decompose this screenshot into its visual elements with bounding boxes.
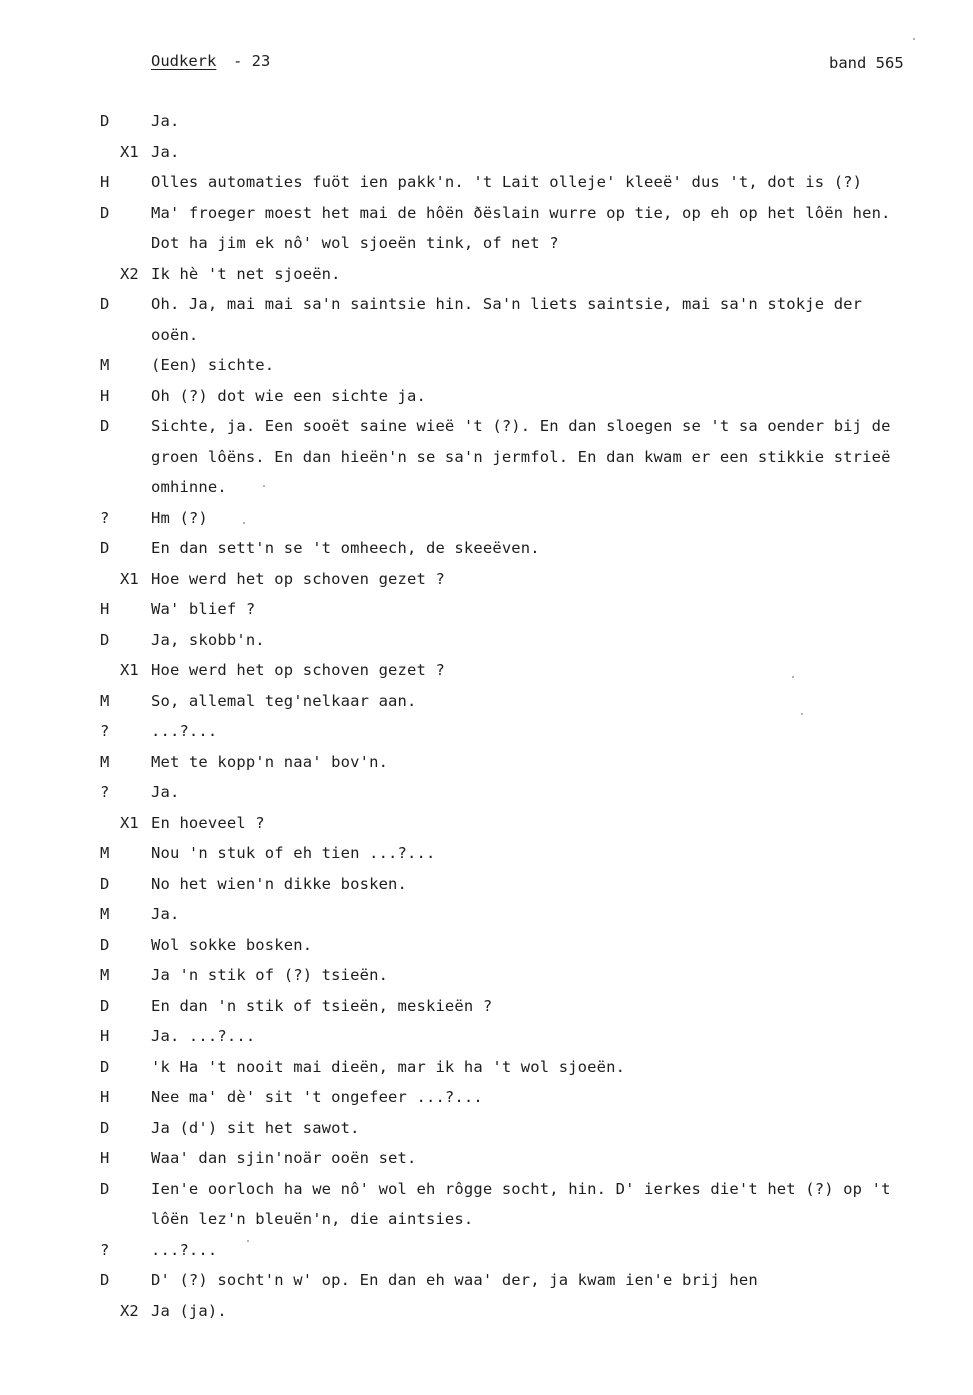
speaker-label: M [100,844,110,862]
line-text: So, allemal teg'nelkaar aan. [151,692,417,710]
line-text: ooën. [151,326,199,344]
line-text: (Een) sichte. [151,356,275,374]
transcript-line [0,324,973,346]
transcript-line [0,629,973,651]
transcript-line [0,537,973,559]
transcript-line [0,110,973,132]
transcript-line [0,507,973,529]
page-number: - 23 [233,52,271,70]
transcript-line [0,354,973,376]
line-text: D' (?) socht'n w' op. En dan eh waa' der, ja kwam ien'e brij hen [151,1271,758,1289]
speaker-label: X2 [120,265,139,283]
transcript-line [0,141,973,163]
line-text: En dan sett'n se 't omheech, de skeeëven. [151,539,540,557]
line-text: Ien'e oorloch ha we nô' wol eh rôgge socht, hin. D' ierkes die't het (?) op 't [151,1180,891,1198]
speaker-label: H [100,600,110,618]
line-text: En dan 'n stik of tsieën, meskieën ? [151,997,493,1015]
line-text: ...?... [151,1241,218,1259]
transcript-line [0,934,973,956]
scan-speck [263,485,265,487]
page-title: Oudkerk [151,52,217,70]
transcript-line [0,446,973,468]
transcript-line [0,293,973,315]
line-text: Olles automaties fuöt ien pakk'n. 't Lait olleje' kleeë' dus 't, dot is (?) [151,173,863,191]
speaker-label: ? [100,509,110,527]
speaker-label: D [100,936,110,954]
speaker-label: ? [100,722,110,740]
transcript-line [0,1117,973,1139]
transcript-line [0,690,973,712]
speaker-label: X1 [120,661,139,679]
transcript-line [0,1086,973,1108]
line-text: Ja, skobb'n. [151,631,265,649]
speaker-label: D [100,112,110,130]
speaker-label: D [100,875,110,893]
line-text: Ja. [151,783,180,801]
speaker-label: M [100,905,110,923]
line-text: Hoe werd het op schoven gezet ? [151,661,445,679]
speaker-label: H [100,1088,110,1106]
transcript-line [0,171,973,193]
line-text: En hoeveel ? [151,814,265,832]
scan-speck [247,1240,249,1242]
transcript-line [0,781,973,803]
speaker-label: D [100,1119,110,1137]
line-text: omhinne. [151,478,227,496]
line-text: Met te kopp'n naa' bov'n. [151,753,389,771]
transcript-line [0,385,973,407]
speaker-label: X1 [120,814,139,832]
speaker-label: M [100,966,110,984]
line-text: Ja 'n stik of (?) tsieën. [151,966,389,984]
scan-speck [792,676,794,678]
line-text: lôën lez'n bleuën'n, die aintsies. [151,1210,474,1228]
transcript-line [0,568,973,590]
line-text: Ma' froeger moest het mai de hôën ðëslain wurre op tie, op eh op het lôën hen. [151,204,891,222]
speaker-label: H [100,387,110,405]
speaker-label: D [100,997,110,1015]
speaker-label: X2 [120,1302,139,1320]
transcript-line [0,964,973,986]
line-text: No het wien'n dikke bosken. [151,875,408,893]
speaker-label: D [100,1058,110,1076]
speaker-label: H [100,1149,110,1167]
transcript-line [0,598,973,620]
speaker-label: M [100,356,110,374]
speaker-label: ? [100,1241,110,1259]
transcript-line [0,232,973,254]
transcript-line [0,812,973,834]
line-text: Waa' dan sjin'noär ooën set. [151,1149,417,1167]
transcript-line [0,1178,973,1200]
speaker-label: D [100,1271,110,1289]
line-text: Ik hè 't net sjoeën. [151,265,341,283]
line-text: Ja (ja). [151,1302,227,1320]
line-text: Wa' blief ? [151,600,256,618]
transcript-line [0,1208,973,1230]
line-text: Ja. [151,112,180,130]
line-text: 'k Ha 't nooit mai dieën, mar ik ha 't wol sjoeën. [151,1058,626,1076]
speaker-label: D [100,204,110,222]
line-text: Ja. ...?... [151,1027,256,1045]
transcript-line [0,476,973,498]
scan-speck [243,522,245,524]
speaker-label: D [100,631,110,649]
transcript-line [0,1056,973,1078]
transcript-line [0,903,973,925]
transcript-line [0,415,973,437]
line-text: Nou 'n stuk of eh tien ...?... [151,844,436,862]
speaker-label: H [100,173,110,191]
transcript-line [0,842,973,864]
speaker-label: X1 [120,143,139,161]
band-label: band 565 [829,54,904,72]
transcript-line [0,263,973,285]
line-text: Oh (?) dot wie een sichte ja. [151,387,426,405]
line-text: Ja. [151,905,180,923]
line-text: Dot ha jim ek nô' wol sjoeën tink, of net ? [151,234,559,252]
line-text: Hm (?) [151,509,208,527]
speaker-label: M [100,692,110,710]
line-text: Oh. Ja, mai mai sa'n saintsie hin. Sa'n liets saintsie, mai sa'n stokje der [151,295,863,313]
line-text: ...?... [151,722,218,740]
transcript-line [0,873,973,895]
line-text: Ja. [151,143,180,161]
transcript-line [0,751,973,773]
line-text: Wol sokke bosken. [151,936,313,954]
scan-speck [913,38,915,40]
scan-speck [801,713,803,715]
speaker-label: H [100,1027,110,1045]
speaker-label: D [100,295,110,313]
transcript-line [0,659,973,681]
transcript-line [0,995,973,1017]
line-text: Sichte, ja. Een sooët saine wieë 't (?). En dan sloegen se 't sa oender bij de [151,417,891,435]
line-text: Hoe werd het op schoven gezet ? [151,570,445,588]
speaker-label: ? [100,783,110,801]
speaker-label: D [100,417,110,435]
transcript-line [0,720,973,742]
transcript-line [0,1147,973,1169]
line-text: groen lôëns. En dan hieën'n se sa'n jermfol. En dan kwam er een stikkie strieë [151,448,891,466]
line-text: Ja (d') sit het sawot. [151,1119,360,1137]
line-text: Nee ma' dè' sit 't ongefeer ...?... [151,1088,483,1106]
transcript-line [0,1269,973,1291]
transcript-line [0,1300,973,1322]
transcript-line [0,1239,973,1261]
speaker-label: D [100,539,110,557]
speaker-label: D [100,1180,110,1198]
transcript-line [0,202,973,224]
transcript-line [0,1025,973,1047]
speaker-label: M [100,753,110,771]
speaker-label: X1 [120,570,139,588]
